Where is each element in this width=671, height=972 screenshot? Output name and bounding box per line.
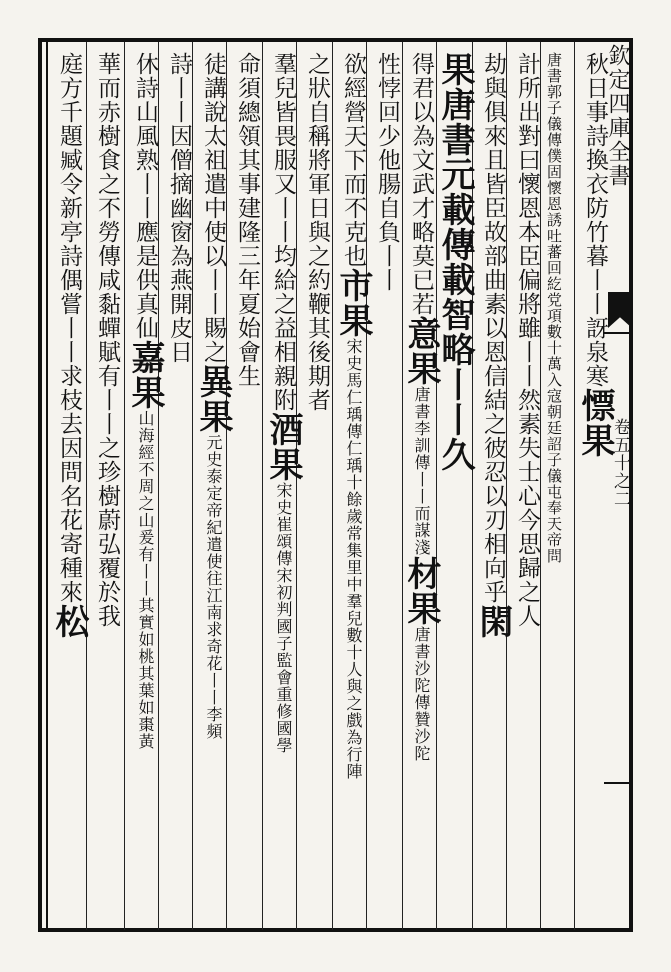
text-column: [435, 52, 475, 472]
column-rule: [124, 42, 125, 930]
entry-heading: 異果: [193, 364, 233, 434]
text-run: 之狀自稱將軍日與之約鞭其後期者: [304, 52, 330, 412]
entry-heading: 材果: [401, 556, 441, 626]
text-run: 羣兒皆畏服又丨丨均給之益相親附: [270, 52, 296, 412]
text-column: [333, 52, 373, 780]
entry-heading: 嘉果: [125, 340, 165, 410]
text-column: [512, 52, 542, 628]
margin-volume-label: 卷五十之二: [610, 418, 630, 508]
commentary-run: 唐書郭子儀傳僕固懷恩誘吐蕃回紇党項數十萬入寇朝廷詔子儀屯奉天帝問: [545, 52, 563, 564]
text-run: 計所出對曰懷恩本臣偏將雖丨丨然素失士心今思歸之人: [514, 52, 540, 628]
text-column: [546, 52, 562, 564]
text-run: 命須總領其事建隆三年夏始會生: [234, 52, 260, 388]
border-inner-rule: [46, 42, 48, 930]
text-column: [92, 52, 122, 628]
entry-heading: 閑: [473, 604, 513, 639]
entry-heading: 酒果: [263, 412, 303, 482]
text-run: 劫與俱來且皆臣故部曲素以恩信結之彼忍以刃相向乎: [480, 52, 506, 604]
text-column: [49, 52, 89, 639]
text-run: 得君以為文武才略莫已若: [408, 52, 434, 316]
entry-heading: 慓果: [575, 388, 615, 458]
commentary-run: 山海經不周之山爰有丨丨其實如桃其葉如棗黃: [136, 410, 155, 750]
commentary-run: 唐書李訓傳丨丨而謀淺: [412, 386, 431, 556]
column-rule: [262, 42, 263, 930]
page-border: [38, 38, 633, 932]
text-run: 詩丨丨因僧摘幽窗為燕開皮日: [166, 52, 192, 364]
commentary-run: 宋史崔頌傳宋初判國子監會重修國學: [274, 482, 293, 754]
entry-heading: 松: [49, 604, 89, 639]
column-rule: [332, 42, 333, 930]
text-column: [125, 52, 165, 750]
margin-book-title: 欽定四庫全書: [605, 44, 630, 188]
commentary-run: 元史泰定帝紀遣使往江南求奇花丨丨李頻: [204, 434, 223, 740]
text-column: [473, 52, 513, 639]
text-run: 休詩山風熟丨丨應是供真仙: [132, 52, 158, 340]
margin-rule: [604, 782, 633, 784]
text-run: 秋日事詩換衣防竹暮丨丨訝泉寒: [582, 52, 608, 388]
column-rule: [402, 42, 403, 930]
entry-heading: 果唐書元載傳載智略丨丨久: [435, 52, 475, 472]
text-run: 欲經營天下而不克也: [340, 52, 366, 268]
commentary-run: 唐書沙陀傳贊沙陀: [412, 626, 431, 762]
text-column: [193, 52, 233, 740]
text-run: 性悖回少他腸自負丨丨: [374, 52, 400, 292]
entry-heading: 市果: [333, 268, 373, 338]
text-column: [575, 52, 615, 458]
text-column: [302, 52, 332, 412]
text-column: [232, 52, 262, 388]
text-column: [401, 52, 441, 762]
text-run: 華而赤樹食之不勞傳咸黏蟬賦有丨丨之珍樹蔚弘覆於我: [94, 52, 120, 628]
commentary-run: 宋史馬仁瑀傳仁瑀十餘歲常集里中羣兒數十人與之戲為行陣: [344, 338, 363, 780]
entry-heading: 意果: [401, 316, 441, 386]
text-column: [263, 52, 303, 754]
text-run: 徒講說太祖遣中使以丨丨賜之: [200, 52, 226, 364]
text-column: [164, 52, 194, 364]
column-rule: [86, 42, 87, 930]
text-run: 庭方千題臧令新亭詩偶嘗丨丨求枝去因問名花寄種來: [56, 52, 82, 604]
column-rule: [574, 42, 575, 930]
text-column: [372, 52, 402, 292]
